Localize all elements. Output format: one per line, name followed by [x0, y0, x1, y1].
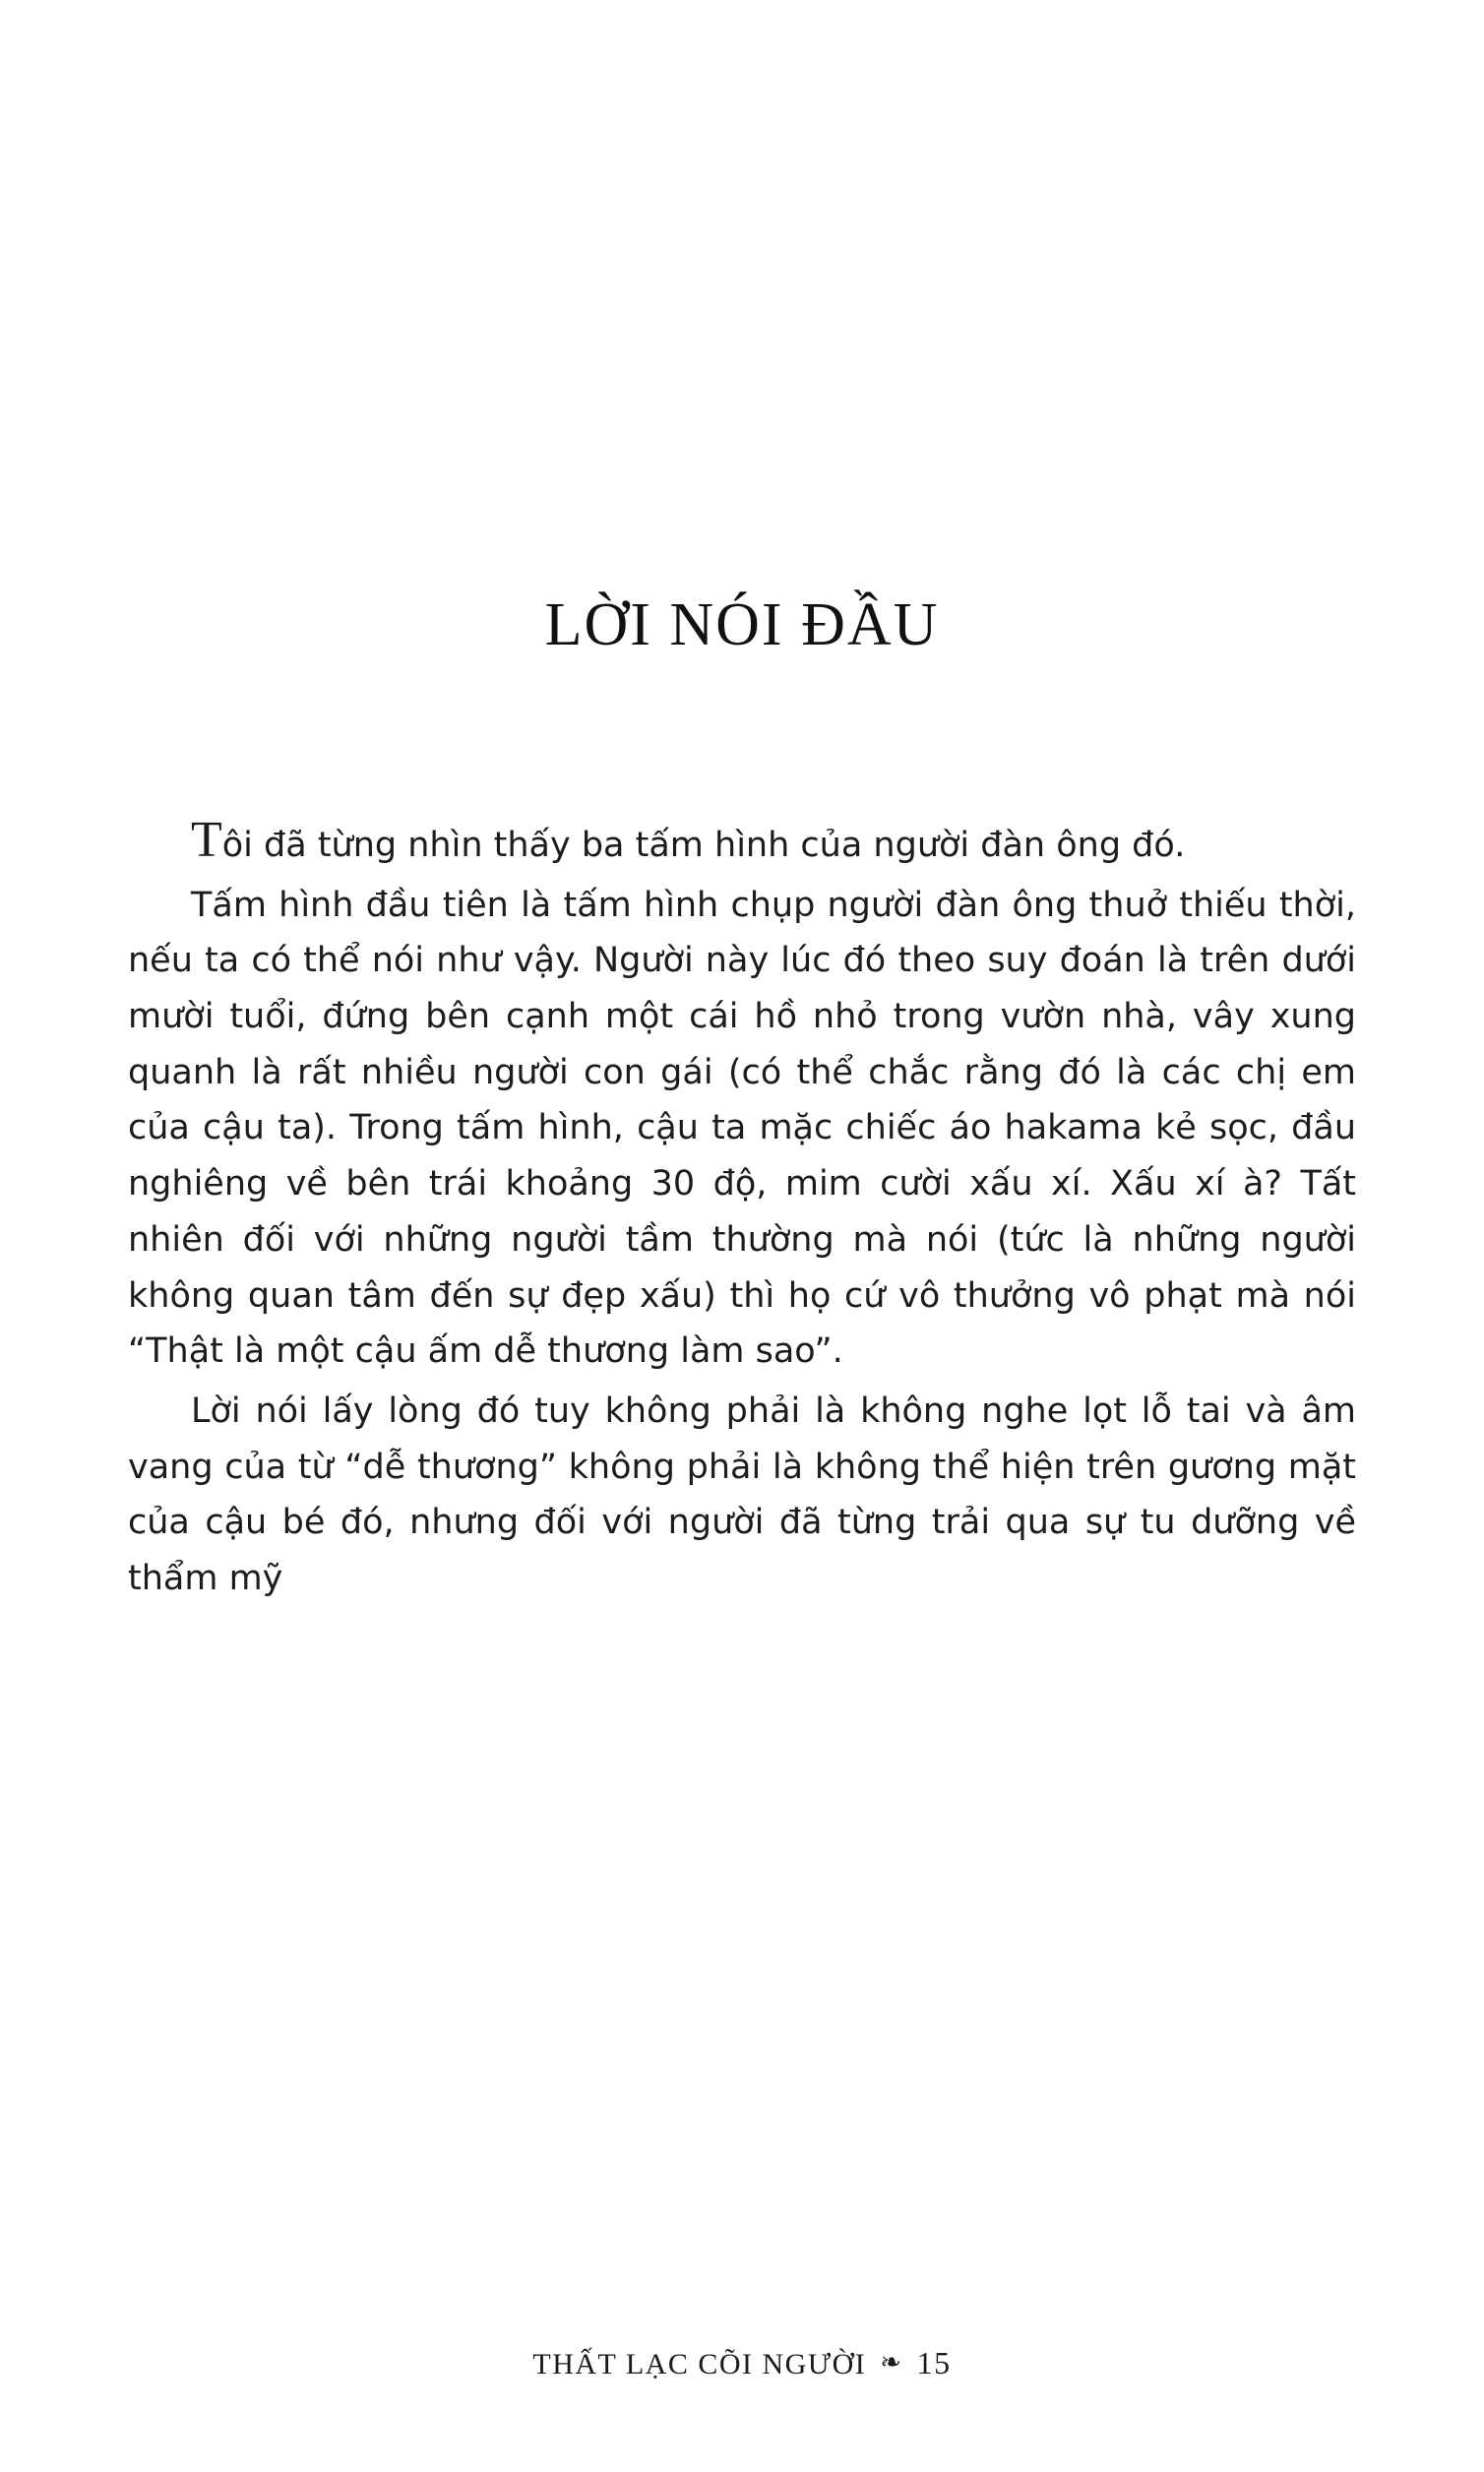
- page-content: [128, 0, 1356, 1611]
- page-number: 15: [916, 2345, 952, 2380]
- footer-book-title: THẤT LẠC CÕI NGƯỜI: [532, 2348, 867, 2380]
- paragraph: [128, 878, 1356, 1380]
- paragraph: [128, 1384, 1356, 1607]
- page-footer: [0, 2345, 1484, 2381]
- page-title: LỜI NÓI ĐẦU: [544, 591, 940, 658]
- body-text: [128, 812, 1356, 1607]
- drop-cap: T: [191, 812, 222, 868]
- leaf-ornament-icon: ❧: [880, 2348, 903, 2377]
- paragraph-text: Lời nói lấy lòng đó tuy không phải là không nghe lọt lỗ tai và âm vang của từ “dễ thương” không phải là không thể hiện trên gương mặt của cậu bé đó, nhưng đối với người đã từng trải qua sự tu dưỡng về thẩm mỹ: [128, 1390, 1356, 1598]
- paragraph-text: Tấm hình đầu tiên là tấm hình chụp người đàn ông thuở thiếu thời, nếu ta có thể nói như vậy. Người này lúc đó theo suy đoán là trên dưới mười tuổi, đứng bên cạnh một cái hồ nhỏ trong vườn nhà, vây xung quanh là rất nhiều người con gái (có thể chắc rằng đó là các chị em của cậu ta). Trong tấm hình, cậu ta mặc chiếc áo hakama kẻ sọc, đầu nghiêng về bên trái khoảng 30 độ, mim cười xấu xí. Xấu xí à? Tất nhiên đối với những người tầm thường mà nói (tức là những người không quan tâm đến sự đẹp xấu) thì họ cứ vô thưởng vô phạt mà nói “Thật là một cậu ấm dễ thương làm sao”.: [128, 885, 1356, 1372]
- paragraph-text: ôi đã từng nhìn thấy ba tấm hình của người đàn ông đó.: [221, 826, 1186, 865]
- paragraph: [128, 812, 1356, 874]
